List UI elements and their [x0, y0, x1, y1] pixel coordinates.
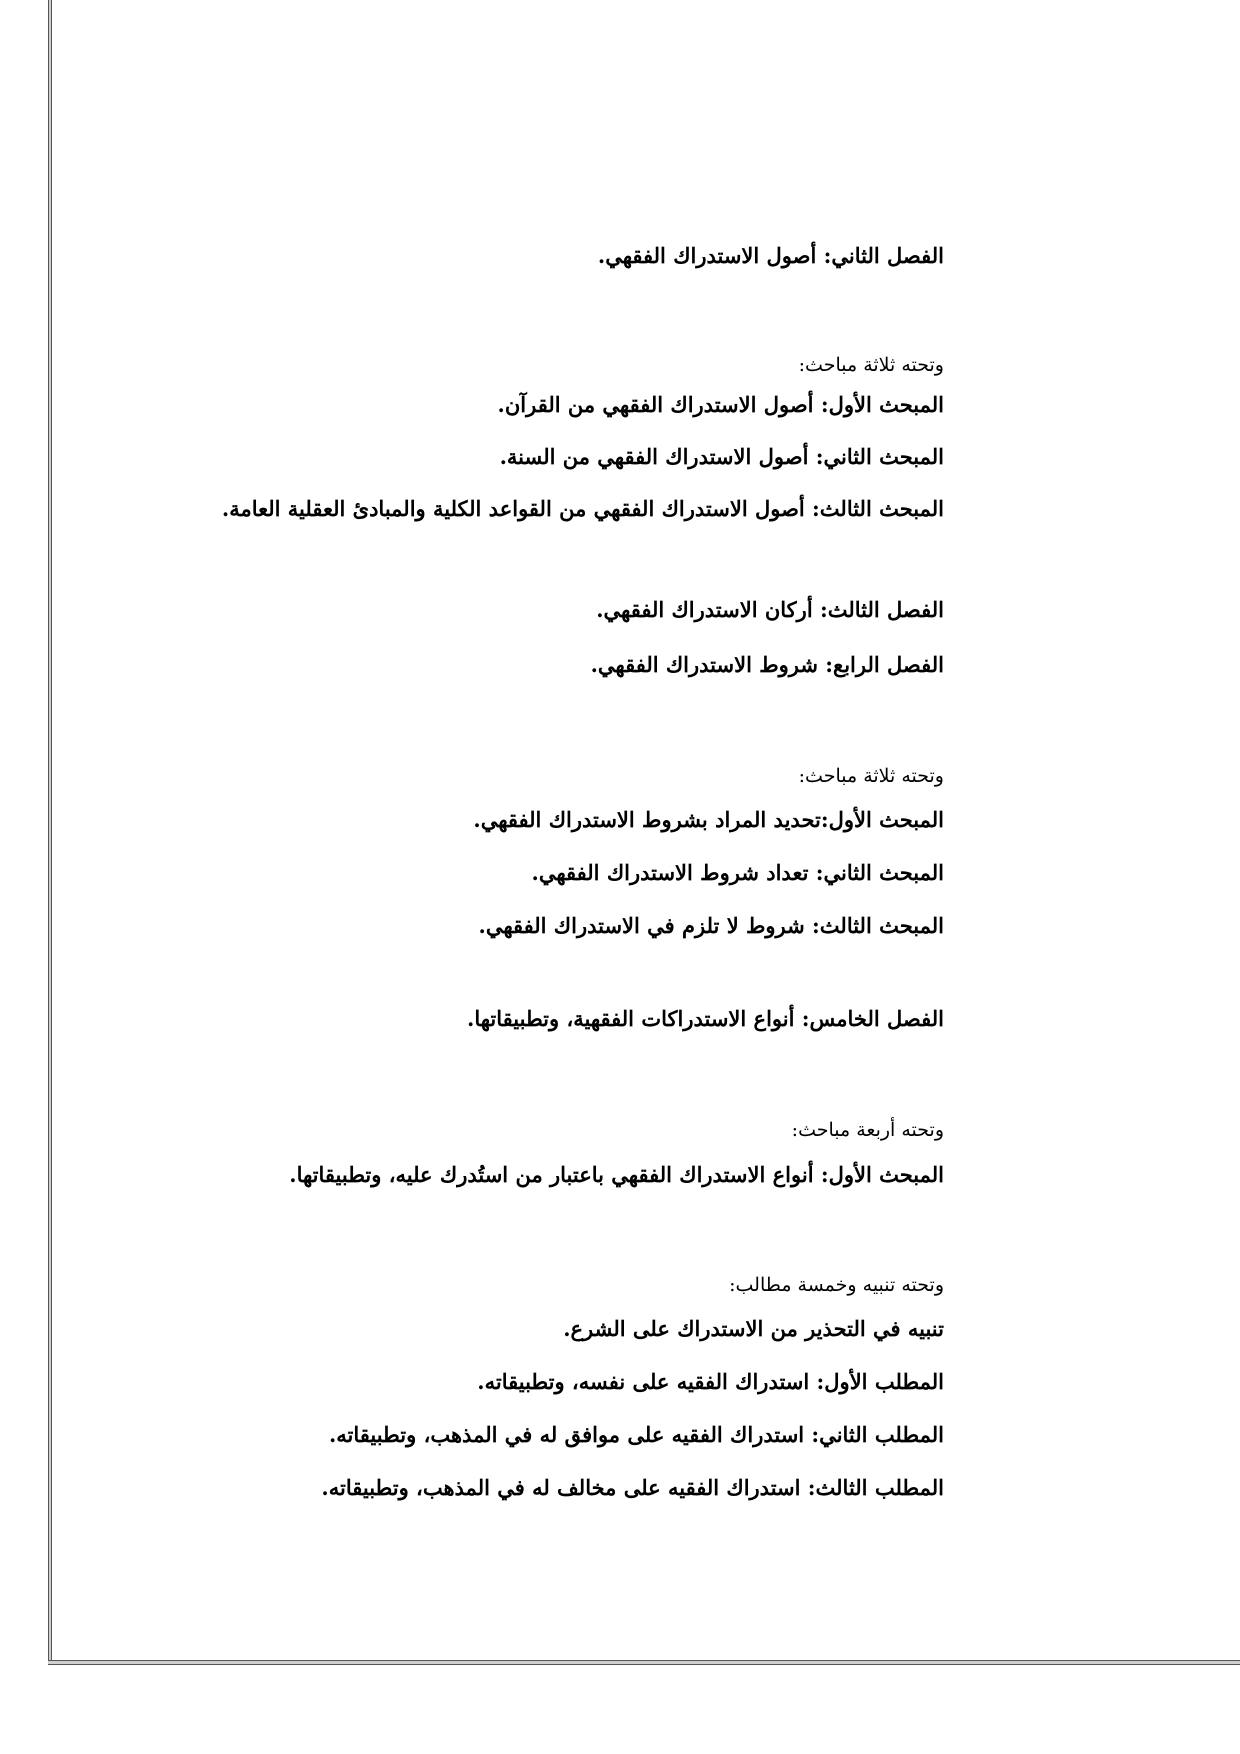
chapter-heading: الفصل الرابع: شروط الاستدراك الفقهي.: [590, 652, 944, 677]
subsection-item: المبحث الأول: أنواع الاستدراك الفقهي باعتبار من استُدرك عليه، وتطبيقاتها.: [289, 1162, 944, 1187]
section-intro: وتحته تنبيه وخمسة مطالب:: [729, 1274, 944, 1296]
chapter-heading: الفصل الثاني: أصول الاستدراك الفقهي.: [597, 243, 944, 268]
subsection-item: المطلب الثالث: استدراك الفقيه على مخالف له في المذهب، وتطبيقاته.: [321, 1475, 944, 1500]
chapter-heading: الفصل الثالث: أركان الاستدراك الفقهي.: [596, 597, 944, 622]
subsection-item: المطلب الثاني: استدراك الفقيه على موافق له في المذهب، وتطبيقاته.: [328, 1422, 944, 1447]
subsection-item: المبحث الثالث: أصول الاستدراك الفقهي من القواعد الكلية والمبادئ العقلية العامة.: [221, 496, 944, 521]
subsection-item: المبحث الثالث: شروط لا تلزم في الاستدراك الفقهي.: [478, 913, 944, 938]
subsection-item: المطلب الأول: استدراك الفقيه على نفسه، وتطبيقاته.: [477, 1369, 944, 1394]
section-intro: وتحته أربعة مباحث:: [791, 1119, 944, 1141]
subsection-item: المبحث الأول:تحديد المراد بشروط الاستدراك الفقهي.: [473, 807, 944, 832]
subsection-item: تنبيه في التحذير من الاستدراك على الشرع.: [563, 1316, 944, 1341]
chapter-heading: الفصل الخامس: أنواع الاستدراكات الفقهية، وتطبيقاتها.: [467, 1006, 944, 1031]
subsection-item: المبحث الثاني: تعداد شروط الاستدراك الفقهي.: [531, 860, 944, 885]
page-frame-bottom-border: [48, 1660, 1240, 1665]
section-intro: وتحته ثلاثة مباحث:: [798, 354, 944, 376]
subsection-item: المبحث الثاني: أصول الاستدراك الفقهي من السنة.: [499, 444, 944, 469]
subsection-item: المبحث الأول: أصول الاستدراك الفقهي من القرآن.: [497, 392, 944, 417]
section-intro: وتحته ثلاثة مباحث:: [798, 765, 944, 787]
